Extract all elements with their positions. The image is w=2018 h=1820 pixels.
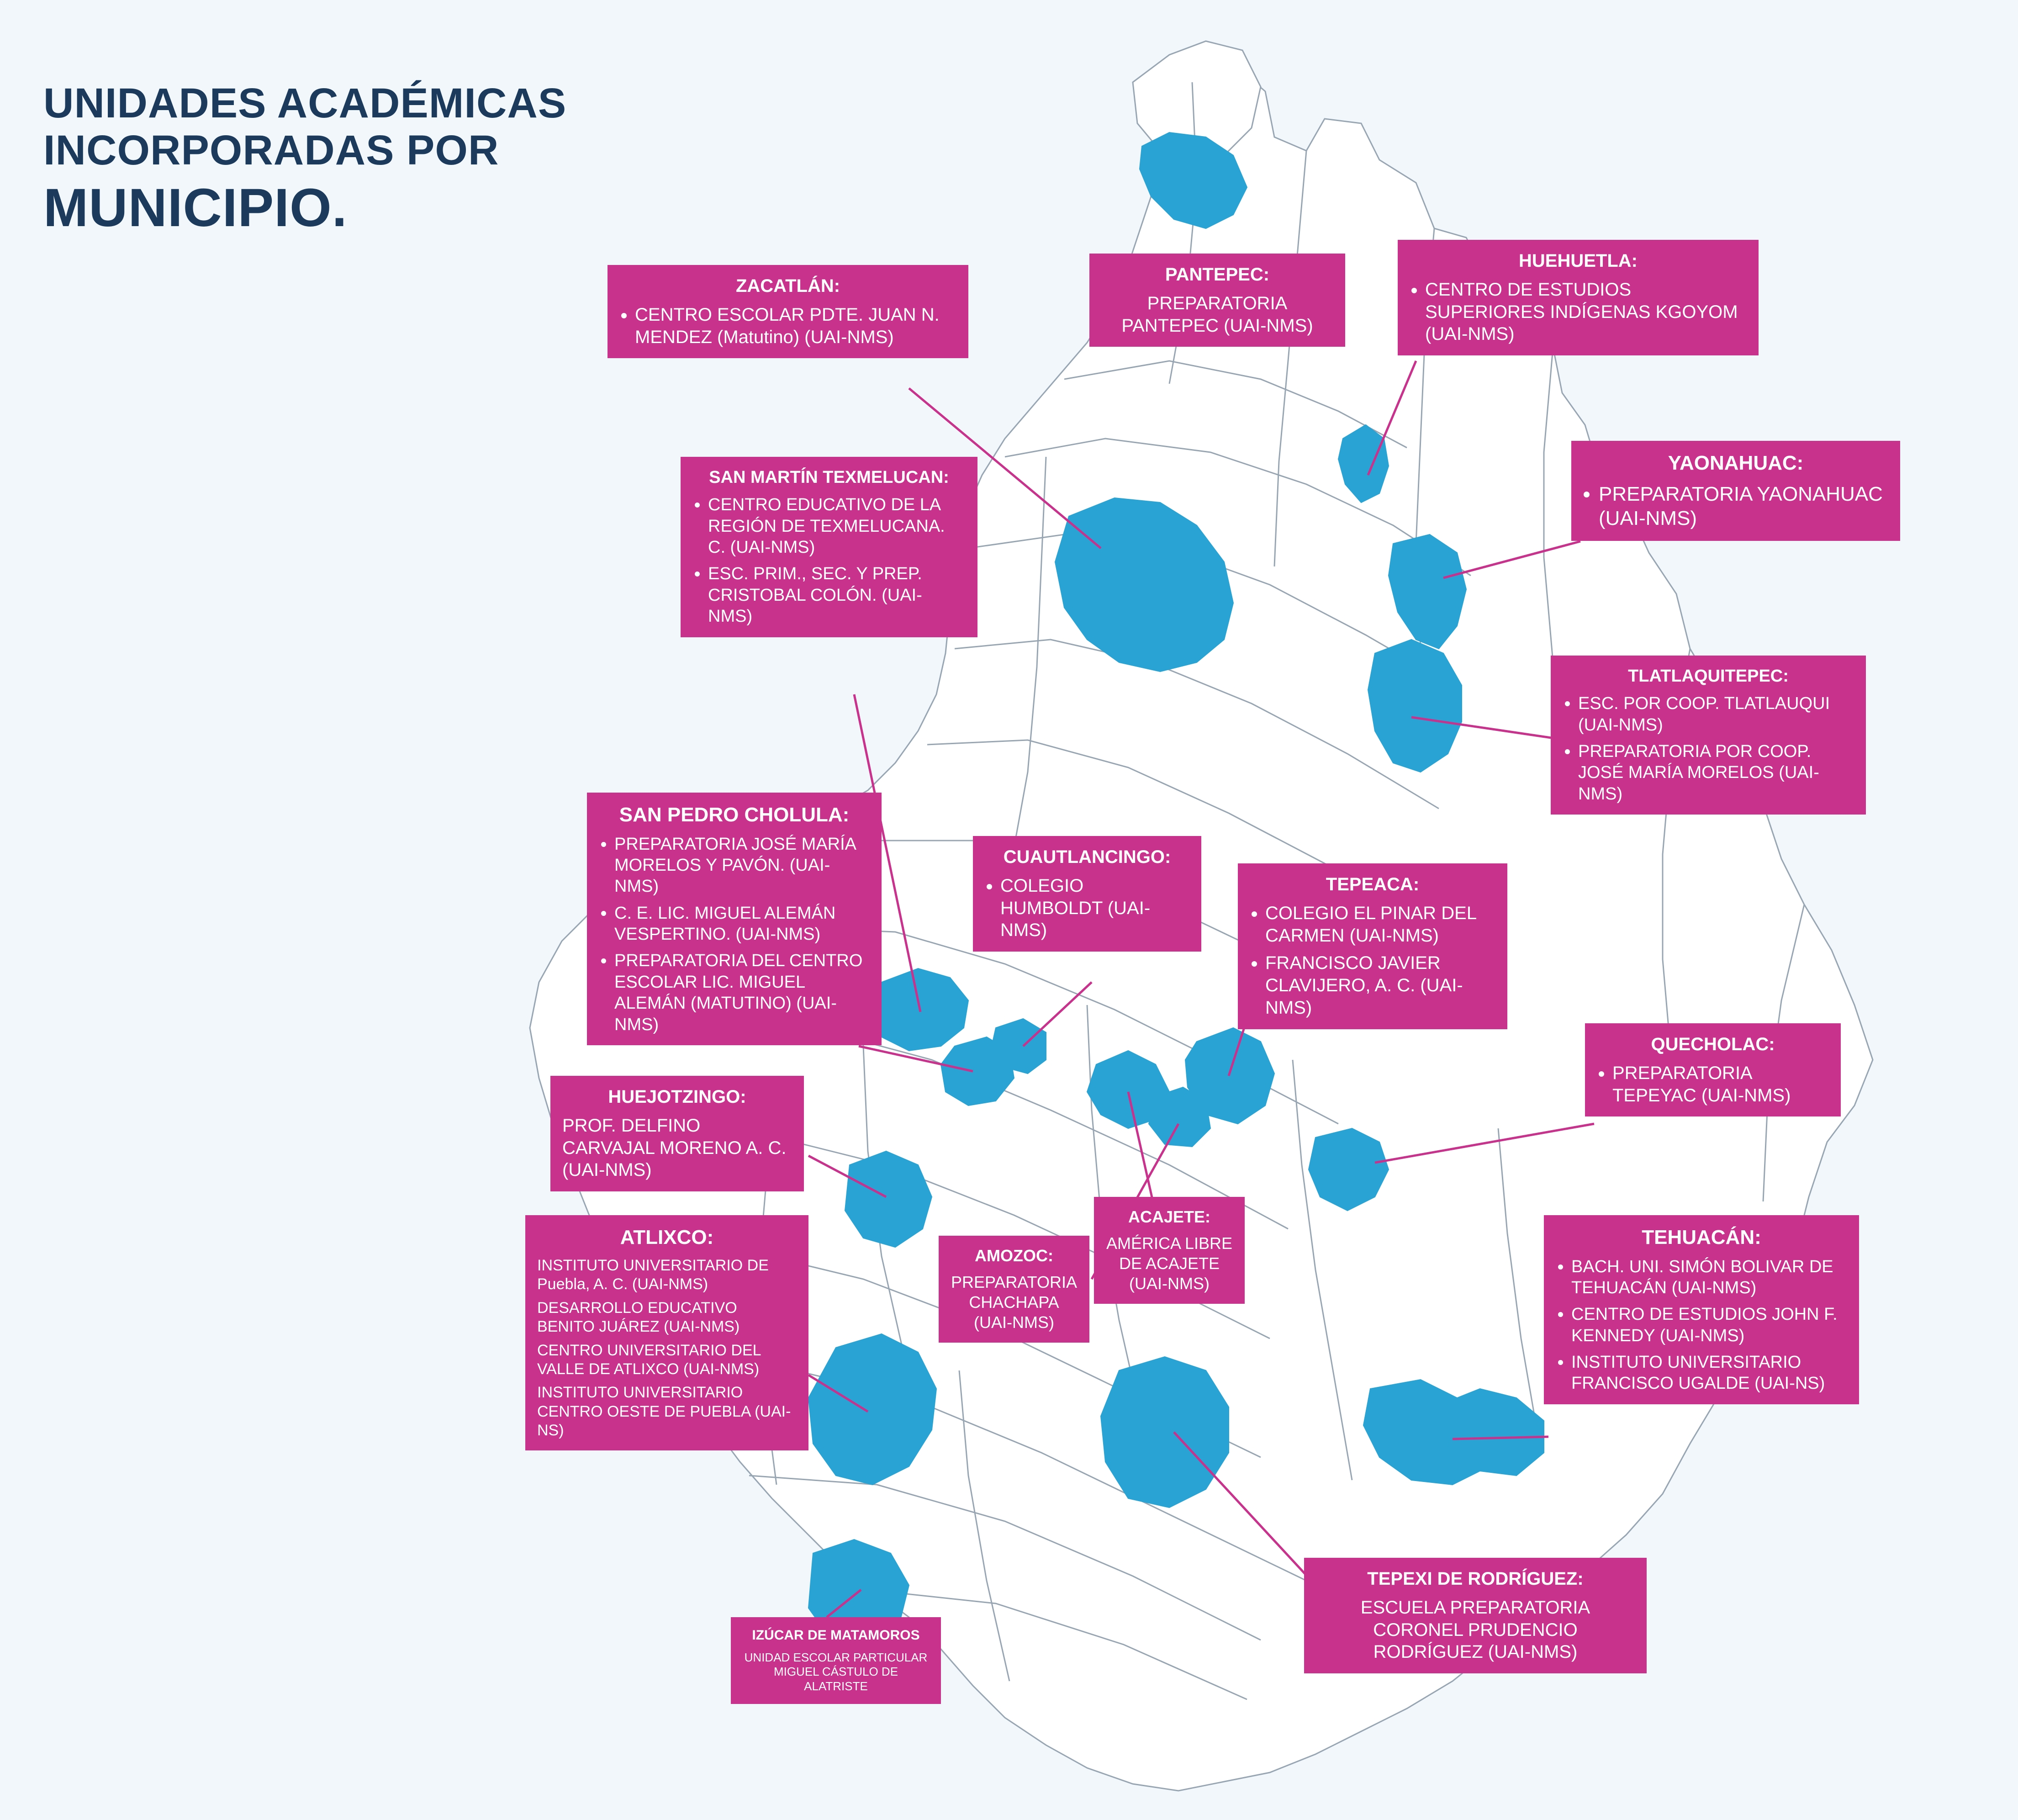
callout-san-martin-texmelucan[interactable] bbox=[681, 457, 977, 637]
callout-list bbox=[599, 834, 870, 1035]
list-item: ESCUELA PREPARATORIA CORONEL PRUDENCIO RODRÍGUEZ (UAI-NMS) bbox=[1360, 1597, 1590, 1662]
callout-title: TEPEXI DE RODRÍGUEZ: bbox=[1367, 1569, 1584, 1589]
callout-title: AMOZOC: bbox=[975, 1246, 1053, 1265]
callout-title: HUEJOTZINGO: bbox=[608, 1087, 746, 1107]
list-item: AMÉRICA LIBRE DE ACAJETE (UAI-NMS) bbox=[1106, 1233, 1233, 1293]
callout-title: CUAUTLANCINGO: bbox=[1003, 847, 1171, 867]
callout-list bbox=[1597, 1062, 1829, 1107]
title-line-3: MUNICIPIO. bbox=[43, 178, 348, 238]
callout-izucar-de-matamoros[interactable] bbox=[731, 1617, 941, 1704]
list-item: CENTRO UNIVERSITARIO DEL VALLE DE ATLIXCO (UAI-NMS) bbox=[537, 1341, 761, 1378]
callout-huehuetla[interactable] bbox=[1398, 240, 1759, 355]
callout-tlatlaquitepec[interactable] bbox=[1551, 656, 1866, 815]
list-item: PREPARATORIA CHACHAPA (UAI-NMS) bbox=[951, 1272, 1078, 1332]
callout-zacatlan[interactable] bbox=[608, 265, 968, 358]
callout-list bbox=[1101, 292, 1333, 337]
callout-yaonahuac[interactable] bbox=[1571, 441, 1900, 541]
callout-list bbox=[1250, 902, 1495, 1019]
callout-title: TEPEACA: bbox=[1326, 874, 1420, 894]
callout-title: ZACATLÁN: bbox=[735, 276, 840, 296]
callout-list bbox=[985, 875, 1189, 942]
callout-tepeaca[interactable] bbox=[1238, 863, 1507, 1029]
list-item: UNIDAD ESCOLAR PARTICULAR MIGUEL CÁSTULO DE ALATRISTE bbox=[744, 1650, 928, 1693]
list-item: • CENTRO DE ESTUDIOS SUPERIORES INDÍGENAS KGOYOM (UAI-NMS) bbox=[1425, 279, 1747, 345]
list-item: • COLEGIO EL PINAR DEL CARMEN (UAI-NMS) bbox=[1265, 902, 1495, 947]
list-item: • ESC. POR COOP. TLATLAUQUI (UAI-NMS) bbox=[1578, 693, 1854, 735]
callout-list bbox=[951, 1272, 1078, 1333]
list-item: • PREPARATORIA JOSÉ MARÍA MORELOS Y PAVÓN. (UAI-NMS) bbox=[614, 834, 870, 897]
callout-title: ACAJETE: bbox=[1128, 1207, 1211, 1226]
list-item: • BACH. UNI. SIMÓN BOLIVAR DE TEHUACÁN (UAI-NMS) bbox=[1571, 1256, 1847, 1299]
callout-san-pedro-cholula[interactable] bbox=[587, 793, 882, 1045]
callout-list bbox=[1563, 693, 1854, 804]
list-item: INSTITUTO UNIVERSITARIO CENTRO OESTE DE PUEBLA (UAI-NS) bbox=[537, 1384, 791, 1439]
callout-list bbox=[1106, 1233, 1233, 1294]
callout-amozoc[interactable] bbox=[939, 1236, 1089, 1343]
list-item: • INSTITUTO UNIVERSITARIO FRANCISCO UGALDE (UAI-NS) bbox=[1571, 1352, 1847, 1394]
callout-list bbox=[619, 304, 956, 349]
callout-list bbox=[692, 494, 966, 627]
callout-title: TEHUACÁN: bbox=[1642, 1226, 1761, 1249]
callout-title: TLATLAQUITEPEC: bbox=[1628, 667, 1789, 686]
list-item: PROF. DELFINO CARVAJAL MORENO A. C. (UAI-NMS) bbox=[562, 1115, 787, 1180]
title-line-2: INCORPORADAS POR bbox=[43, 127, 499, 174]
list-item: DESARROLLO EDUCATIVO BENITO JUÁREZ (UAI-NMS) bbox=[537, 1299, 740, 1336]
callout-title: HUEHUETLA: bbox=[1519, 251, 1638, 271]
list-item: • PREPARATORIA YAONAHUAC (UAI-NMS) bbox=[1599, 482, 1888, 531]
callout-huejotzingo[interactable] bbox=[550, 1076, 804, 1191]
list-item: • C. E. LIC. MIGUEL ALEMÁN VESPERTINO. (UAI-NMS) bbox=[614, 903, 870, 945]
list-item: • CENTRO DE ESTUDIOS JOHN F. KENNEDY (UAI-NMS) bbox=[1571, 1304, 1847, 1346]
callout-atlixco[interactable] bbox=[525, 1215, 808, 1450]
callout-title: SAN PEDRO CHOLULA: bbox=[619, 804, 850, 826]
callout-quecholac[interactable] bbox=[1585, 1023, 1841, 1116]
callout-title: SAN MARTÍN TEXMELUCAN: bbox=[709, 468, 949, 487]
callout-tepexi-de-rodriguez[interactable] bbox=[1304, 1558, 1647, 1673]
callout-list bbox=[537, 1256, 797, 1440]
callout-list bbox=[562, 1115, 792, 1181]
list-item: • CENTRO ESCOLAR PDTE. JUAN N. MENDEZ (Matutino) (UAI-NMS) bbox=[635, 304, 956, 349]
callout-title: QUECHOLAC: bbox=[1651, 1034, 1775, 1054]
list-item: INSTITUTO UNIVERSITARIO DE Puebla, A. C. (UAI-NMS) bbox=[537, 1256, 769, 1293]
list-item: • COLEGIO HUMBOLDT (UAI-NMS) bbox=[1000, 875, 1189, 942]
callout-list bbox=[1583, 482, 1888, 531]
callout-title: IZÚCAR DE MATAMOROS bbox=[752, 1628, 920, 1643]
list-item: PREPARATORIA PANTEPEC (UAI-NMS) bbox=[1121, 293, 1313, 336]
callout-title: PANTEPEC: bbox=[1165, 265, 1270, 285]
callout-list bbox=[1410, 279, 1747, 345]
callout-pantepec[interactable] bbox=[1089, 254, 1345, 347]
callout-title: YAONAHUAC: bbox=[1668, 452, 1804, 474]
callout-acajete[interactable] bbox=[1094, 1197, 1245, 1304]
list-item: • PREPARATORIA POR COOP. JOSÉ MARÍA MORELOS (UAI-NMS) bbox=[1578, 741, 1854, 804]
list-item: • ESC. PRIM., SEC. Y PREP. CRISTOBAL COLÓN. (UAI-NMS) bbox=[708, 563, 966, 627]
title-line-1: UNIDADES ACADÉMICAS bbox=[43, 80, 567, 127]
callout-list bbox=[1316, 1597, 1635, 1663]
list-item: • FRANCISCO JAVIER CLAVIJERO, A. C. (UAI-NMS) bbox=[1265, 952, 1495, 1019]
list-item: • PREPARATORIA TEPEYAC (UAI-NMS) bbox=[1612, 1062, 1829, 1107]
callout-tehuacan[interactable] bbox=[1544, 1215, 1859, 1404]
callout-list bbox=[1556, 1256, 1847, 1394]
list-item: • PREPARATORIA DEL CENTRO ESCOLAR LIC. MIGUEL ALEMÁN (MATUTINO) (UAI-NMS) bbox=[614, 950, 870, 1035]
list-item: • CENTRO EDUCATIVO DE LA REGIÓN DE TEXMELUCANA. C. (UAI-NMS) bbox=[708, 494, 966, 558]
callout-list bbox=[743, 1651, 929, 1694]
callout-title: ATLIXCO: bbox=[620, 1226, 714, 1249]
callout-cuautlancingo[interactable] bbox=[973, 836, 1201, 952]
